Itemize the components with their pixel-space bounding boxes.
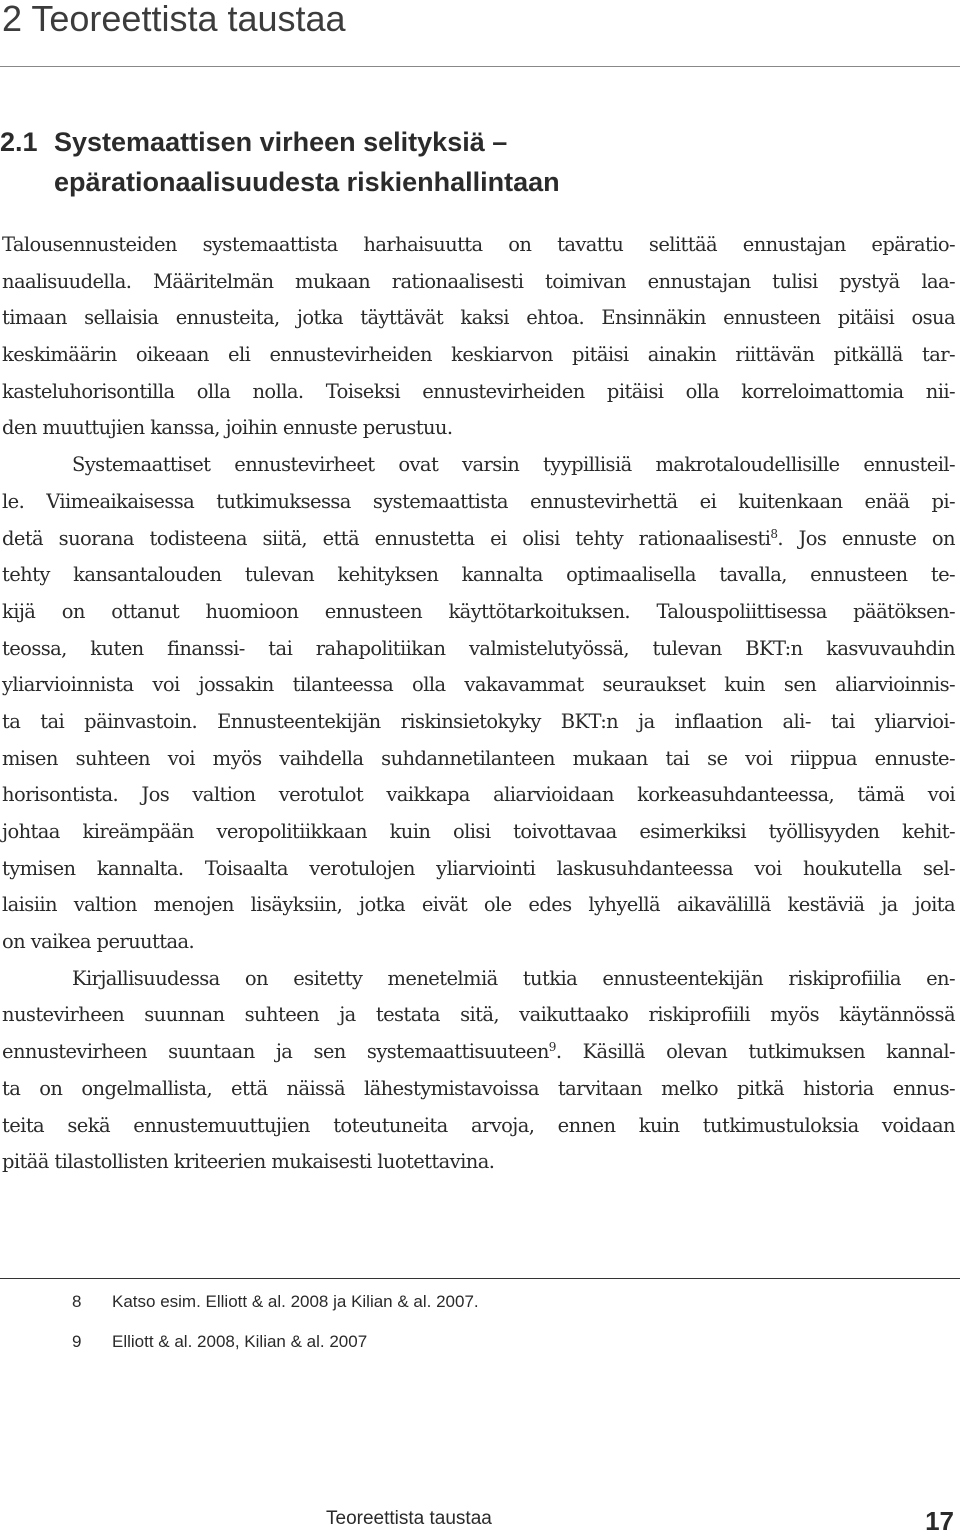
text-line: Talousennusteiden systemaattista harhaisuutta on tavattu selittää ennustajan epäratio- bbox=[2, 233, 955, 256]
body-text bbox=[2, 227, 955, 1181]
footnote-8 bbox=[72, 1292, 479, 1312]
text-line: Systemaattiset ennustevirheet ovat varsin tyypillisiä makrotaloudellisille ennusteil- bbox=[72, 453, 955, 477]
section-title-line-1: Systemaattisen virheen selityksiä – bbox=[54, 127, 508, 157]
text-line: Kirjallisuudessa on esitetty menetelmiä tutkia ennusteentekijän riskiprofiilia en- bbox=[72, 966, 955, 990]
header-divider bbox=[0, 66, 960, 67]
text-line: yliarvioinnista voi jossakin tilanteessa olla vakavammat seuraukset kuin sen aliarvioinnis- bbox=[2, 673, 955, 697]
text-line: tymisen kannalta. Toisaalta verotulojen yliarviointi laskusuhdanteessa voi houkutella sel- bbox=[2, 856, 955, 880]
text-line: horisontista. Jos valtion verotulot vaikkapa aliarvioidaan korkeasuhdanteessa, tämä voi bbox=[2, 783, 955, 807]
footnote-text: Elliott & al. 2008, Kilian & al. 2007 bbox=[112, 1332, 368, 1351]
text-line: johtaa kireämpään veropolitiikkaan kuin olisi toivottavaa esimerkiksi työllisyyden kehit- bbox=[2, 820, 955, 843]
text-line: misen suhteen voi myös vaihdella suhdannetilanteen mukaan tai se voi riippua ennuste- bbox=[2, 746, 955, 770]
text-line: nustevirheen suunnan suhteen ja testata sitä, vaikuttaako riskiprofiili myös käytännössä bbox=[2, 1003, 955, 1027]
text-line: keskimäärin oikeaan eli ennustevirheiden keskiarvon pitäisi ainakin riittävän pitkällä tar- bbox=[2, 343, 955, 367]
footnote-9 bbox=[72, 1332, 367, 1352]
section-title-line-2: epärationaalisuudesta riskienhallintaan bbox=[54, 167, 560, 197]
page-number: 17 bbox=[925, 1506, 954, 1536]
text-line: kasteluhorisontilla olla nolla. Toiseksi ennustevirheiden pitäisi olla korreloimattomia nii- bbox=[2, 379, 955, 403]
text-segment: detä suorana todisteena siitä, että ennustetta ei olisi tehty rationaalisesti bbox=[2, 526, 771, 550]
text-line: naalisuudella. Määritelmän mukaan rationaalisesti toimivan ennustajan tulisi pystyä laa- bbox=[2, 269, 955, 293]
footnote-number: 9 bbox=[72, 1332, 82, 1351]
text-line: pitää tilastollisten kriteerien mukaisesti luotettavina. bbox=[2, 1150, 495, 1174]
text-line: teossa, kuten finanssi- tai rahapolitiikan valmistelutyössä, tulevan BKT:n kasvuvauhdin bbox=[2, 636, 955, 660]
text-segment: . Jos ennuste on bbox=[777, 526, 955, 550]
footnote-text: Katso esim. Elliott & al. 2008 ja Kilian & al. 2007. bbox=[112, 1292, 479, 1311]
text-line: on vaikea peruuttaa. bbox=[2, 930, 195, 954]
chapter-title: 2 Teoreettista taustaa bbox=[2, 0, 346, 39]
text-line: kijä on ottanut huomioon ennusteen käyttötarkoituksen. Talouspoliittisessa päätöksen- bbox=[2, 599, 955, 623]
text-segment: ennustevirheen suuntaan ja sen systemaattisuuteen bbox=[2, 1040, 549, 1064]
section-number: 2.1 bbox=[0, 127, 38, 157]
text-line: le. Viimeaikaisessa tutkimuksessa systemaattista ennustevirhettä ei kuitenkaan enää pi- bbox=[2, 489, 955, 513]
text-line bbox=[2, 1034, 955, 1071]
text-line bbox=[2, 521, 955, 558]
text-line: teita sekä ennustemuuttujien toteutuneita arvoja, ennen kuin tutkimustuloksia voidaan bbox=[2, 1113, 955, 1137]
text-segment: . Käsillä olevan tutkimuksen kannal- bbox=[555, 1040, 955, 1064]
text-line: tehty kansantalouden tulevan kehityksen kannalta optimaalisella tavalla, ennusteen te- bbox=[2, 563, 955, 587]
footnote-ref-8[interactable]: 8 bbox=[770, 526, 778, 541]
text-line: timaan sellaisia ennusteita, jotka täyttävät kaksi ehtoa. Ensinnäkin ennusteen pitäisi osua bbox=[2, 306, 955, 330]
text-line: laisiin valtion menojen lisäyksiin, jotka eivät ole edes lyhyellä aikavälillä kestäviä ja joita bbox=[2, 893, 955, 917]
footnote-ref-9[interactable]: 9 bbox=[548, 1040, 556, 1055]
footnote-number: 8 bbox=[72, 1292, 82, 1311]
running-footer: Teoreettista taustaa bbox=[326, 1508, 492, 1529]
text-line: den muuttujien kanssa, joihin ennuste perustuu. bbox=[2, 416, 453, 440]
footnote-divider bbox=[0, 1278, 960, 1279]
text-line: ta on ongelmallista, että näissä lähestymistavoissa tarvitaan melko pitkä historia ennus- bbox=[2, 1076, 955, 1100]
section-title bbox=[0, 122, 560, 202]
text-line: ta tai päinvastoin. Ennusteentekijän riskinsietokyky BKT:n ja inflaation ali- tai yliarvioi- bbox=[2, 709, 955, 733]
